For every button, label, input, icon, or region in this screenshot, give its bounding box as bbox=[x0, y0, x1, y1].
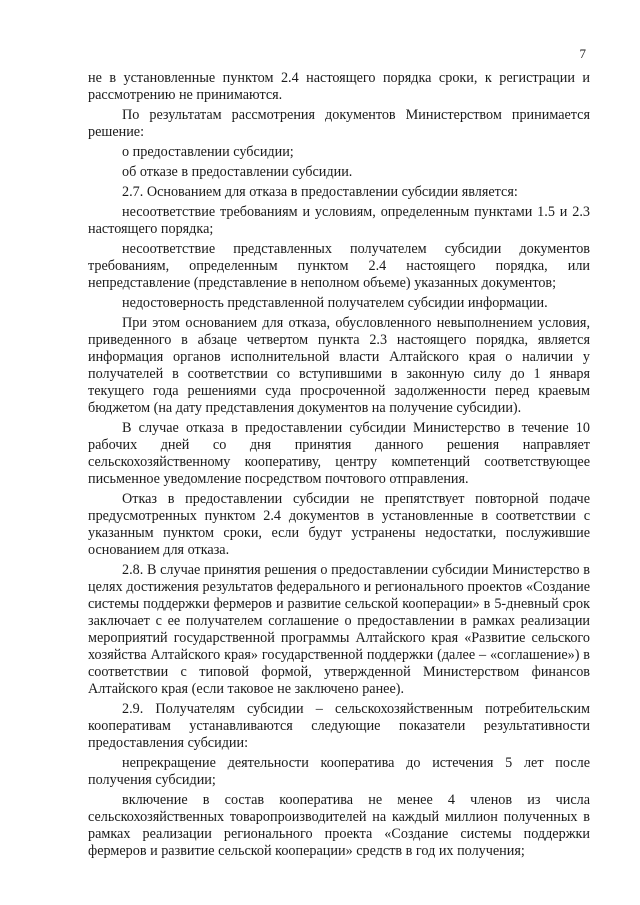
paragraph: непрекращение деятельности кооператива до истечения 5 лет после получения субсидии; bbox=[88, 755, 590, 788]
paragraph: 2.7. Основанием для отказа в предоставлении субсидии является: bbox=[122, 184, 518, 200]
paragraph: об отказе в предоставлении субсидии. bbox=[122, 164, 353, 180]
paragraph: несоответствие представленных получателем субсидии документов требованиям, определенным пунктом 2.4 настоящего порядка, или непредставление (представление в неполном объеме) указанных документов; bbox=[88, 241, 590, 291]
paragraph: включение в состав кооператива не менее 4 членов из числа сельскохозяйственных товаропроизводителей на каждый миллион полученных в рамках реализации регионального проекта «Создание системы поддержки фермеров и развитие сельской кооперации» средств в год их получения; bbox=[88, 792, 590, 859]
paragraph: несоответствие требованиям и условиям, определенным пунктами 1.5 и 2.3 настоящего порядка; bbox=[88, 204, 590, 237]
paragraph: Отказ в предоставлении субсидии не препятствует повторной подаче предусмотренных пунктом 2.4 документов в установленные в соответствии с указанным пунктом сроки, если будут устранены недостатки, послужившие основанием для отказа. bbox=[88, 491, 590, 558]
paragraph: По результатам рассмотрения документов Министерством принимается решение: bbox=[88, 107, 590, 140]
page-number: 7 bbox=[579, 46, 586, 61]
paragraph: недостоверность представленной получателем субсидии информации. bbox=[122, 295, 548, 311]
paragraph: не в установленные пунктом 2.4 настоящего порядка сроки, к регистрации и рассмотрению не принимаются. bbox=[88, 70, 590, 103]
paragraph: о предоставлении субсидии; bbox=[122, 144, 294, 160]
paragraph: При этом основанием для отказа, обусловленного невыполнением условия, приведенного в абзаце четвертом пункта 2.3 настоящего порядка, является информация органов исполнительной власти Алтайского края о наличии у получателей в соответствии со вступившими в законную силу до 1 января текущего года решениями суда просроченной задолженности перед краевым бюджетом (на дату представления документов на получение субсидии). bbox=[88, 315, 590, 416]
paragraph: В случае отказа в предоставлении субсидии Министерство в течение 10 рабочих дней со дня принятия данного решения направляет сельскохозяйственному кооперативу, центру компетенций соответствующее письменное уведомление посредством почтового отправления. bbox=[88, 420, 590, 487]
paragraph: 2.8. В случае принятия решения о предоставлении субсидии Министерство в целях достижения результатов федерального и регионального проектов «Создание системы поддержки фермеров и развитие сельской кооперации» в 5-дневный срок заключает с ее получателем соглашение о предоставлении в рамках реализации мероприятий государственной программы Алтайского края «Развитие сельского хозяйства Алтайского края» государственной поддержки (далее – «соглашение») в соответствии с типовой формой, утвержденной Министерством финансов Алтайского края (если таковое не заключено ранее). bbox=[88, 562, 590, 697]
body-text bbox=[88, 70, 590, 863]
paragraph: 2.9. Получателям субсидии – сельскохозяйственным потребительским кооперативам устанавливаются следующие показатели результативности предоставления субсидии: bbox=[88, 701, 590, 751]
